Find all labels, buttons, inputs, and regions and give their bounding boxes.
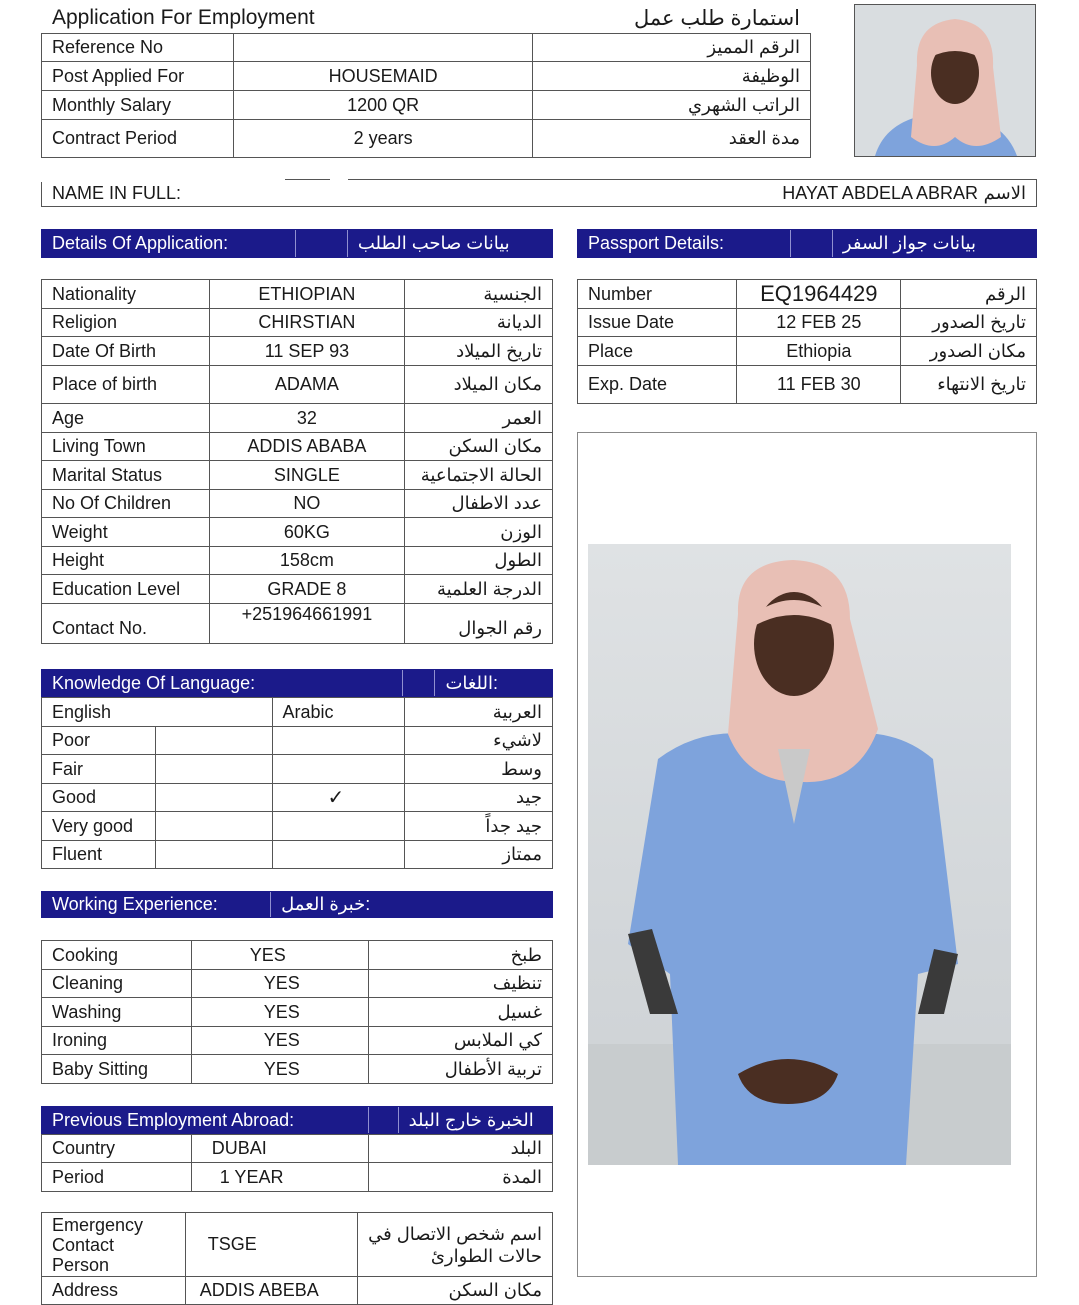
issue-place-value: Ethiopia [737,337,901,366]
children-label: No Of Children [42,490,210,518]
education-value: GRADE 8 [209,575,404,604]
washing-label: Washing [42,998,192,1027]
baby-sitting-value: YES [191,1055,369,1084]
english-fair-mark [155,755,272,784]
height-value: 158cm [209,547,404,575]
name-label-ar: الاسم [983,183,1026,203]
issue-date-label: Issue Date [578,309,737,337]
exp-date-label: Exp. Date [578,366,737,404]
contract-label: Contract Period [42,120,234,158]
living-town-label-ar: مكان السكن [405,433,553,461]
emergency-label-ar-line-2: حالات الطوارئ [430,1245,542,1266]
education-label-ar: الدرجة العلمية [405,575,553,604]
emergency-contact-label-ar [358,1213,553,1277]
age-label: Age [42,404,210,433]
nationality-label: Nationality [42,280,210,309]
emergency-label-line-1: Emergency [52,1214,144,1235]
cooking-value: YES [191,941,369,970]
contact-value: +251964661991 [209,604,404,644]
reference-value [233,34,533,62]
language-table [41,697,553,869]
exp-date-label-ar: تاريخ الانتهاء [901,366,1037,404]
salary-label: Monthly Salary [42,91,234,120]
washing-label-ar: غسيل [369,998,553,1027]
cooking-label-ar: طبخ [369,941,553,970]
portrait-photo-small [854,4,1036,157]
pob-label: Place of birth [42,366,210,404]
marital-label: Marital Status [42,461,210,490]
level-fluent: Fluent [42,841,156,869]
issue-place-label: Place [578,337,737,366]
name-value: HAYAT ABDELA ABRAR [782,183,978,203]
level-poor: Poor [42,727,156,755]
age-label-ar: العمر [405,404,553,433]
ironing-label-ar: كي الملابس [369,1027,553,1055]
period-value: 1 YEAR [191,1163,369,1192]
arabic-good-check-icon: ✓ [272,784,405,812]
passport-number-value: EQ1964429 [737,280,901,309]
baby-sitting-label: Baby Sitting [42,1055,192,1084]
level-very-good-ar: جيد جداً [405,812,553,841]
children-label-ar: عدد الاطفال [405,490,553,518]
washing-value: YES [191,998,369,1027]
passport-title-ar: بيانات جواز السفر [842,233,976,253]
dob-label: Date Of Birth [42,337,210,366]
living-town-value: ADDIS ABABA [209,433,404,461]
emergency-contact-value: TSGE [185,1213,357,1277]
emergency-contact-label [42,1213,186,1277]
contract-value: 2 years [233,120,533,158]
pob-value: ADAMA [209,366,404,404]
level-fluent-ar: ممتاز [405,841,553,869]
nationality-value: ETHIOPIAN [209,280,404,309]
level-fair: Fair [42,755,156,784]
religion-value: CHIRSTIAN [209,309,404,337]
english-good-mark [155,784,272,812]
emergency-table [41,1212,553,1305]
salary-value: 1200 QR [233,91,533,120]
ironing-label: Ironing [42,1027,192,1055]
previous-title: Previous Employment Abroad: [42,1107,369,1133]
emergency-label-ar-line-1: اسم شخص الاتصال في [368,1223,542,1244]
religion-label-ar: الديانة [405,309,553,337]
arabic-very-good-mark [272,812,405,841]
arabic-fluent-mark [272,841,405,869]
previous-section-header [41,1106,553,1134]
height-label: Height [42,547,210,575]
marital-label-ar: الحالة الاجتماعية [405,461,553,490]
passport-number-label-ar: الرقم [901,280,1037,309]
previous-title-ar: الخبرة خارج البلد [408,1109,534,1130]
country-label: Country [42,1135,192,1163]
salary-label-ar: الراتب الشهري [533,91,811,120]
experience-section-header [41,891,553,918]
arabic-fair-mark [272,755,405,784]
period-label-ar: المدة [369,1163,553,1192]
name-label: NAME IN FULL: [52,183,182,203]
ironing-value: YES [191,1027,369,1055]
issue-date-label-ar: تاريخ الصدور [901,309,1037,337]
children-value: NO [209,490,404,518]
living-town-label: Living Town [42,433,210,461]
education-label: Education Level [42,575,210,604]
cleaning-label-ar: تنظيف [369,970,553,998]
post-label: Post Applied For [42,62,234,91]
passport-number-label: Number [578,280,737,309]
level-poor-ar: لاشيء [405,727,553,755]
previous-table [41,1134,553,1192]
address-label-ar: مكان السكن [358,1277,553,1305]
age-value: 32 [209,404,404,433]
application-title: Details Of Application: [42,230,296,257]
language-title: Knowledge Of Language: [42,670,403,696]
passport-section-header [577,229,1037,258]
issue-place-label-ar: مكان الصدور [901,337,1037,366]
dob-label-ar: تاريخ الميلاد [405,337,553,366]
marital-value: SINGLE [209,461,404,490]
contact-label-ar: رقم الجوال [405,604,553,644]
experience-title-ar: :خبرة العمل [281,894,371,914]
contract-label-ar: مدة العقد [533,120,811,158]
emergency-label-line-3: Person [52,1254,110,1275]
english-very-good-mark [155,812,272,841]
form-title-ar: استمارة طلب عمل [634,7,800,30]
weight-label-ar: الوزن [405,518,553,547]
post-value: HOUSEMAID [233,62,533,91]
english-fluent-mark [155,841,272,869]
passport-title: Passport Details: [578,230,791,257]
level-good: Good [42,784,156,812]
issue-date-value: 12 FEB 25 [737,309,901,337]
level-fair-ar: وسط [405,755,553,784]
full-length-photo [588,544,1011,1165]
post-label-ar: الوظيفة [533,62,811,91]
weight-value: 60KG [209,518,404,547]
address-label: Address [42,1277,186,1305]
reference-label-ar: الرقم المميز [533,34,811,62]
passport-table [577,279,1037,404]
level-good-ar: جيد [405,784,553,812]
dob-value: 11 SEP 93 [209,337,404,366]
cleaning-value: YES [191,970,369,998]
weight-label: Weight [42,518,210,547]
nationality-label-ar: الجنسية [405,280,553,309]
english-poor-mark [155,727,272,755]
experience-table [41,940,553,1084]
person-portrait-icon [855,5,1035,156]
country-value: DUBAI [191,1135,369,1163]
application-table [41,279,553,644]
arabic-poor-mark [272,727,405,755]
application-section-header [41,229,553,258]
height-label-ar: الطول [405,547,553,575]
period-label: Period [42,1163,192,1192]
experience-title: Working Experience: [42,892,271,917]
level-very-good: Very good [42,812,156,841]
cleaning-label: Cleaning [42,970,192,998]
emergency-label-line-2: Contact [52,1234,115,1255]
language-section-header [41,669,553,697]
arabic-column-header-ar: العربية [405,698,553,727]
arabic-column-header: Arabic [272,698,405,727]
form-title-en: Application For Employment [52,6,315,29]
reference-label: Reference No [42,34,234,62]
country-label-ar: البلد [369,1135,553,1163]
address-value: ADDIS ABEBA [185,1277,357,1305]
application-title-ar: بيانات صاحب الطلب [357,233,510,253]
exp-date-value: 11 FEB 30 [737,366,901,404]
baby-sitting-label-ar: تربية الأطفال [369,1055,553,1084]
pob-label-ar: مكان الميلاد [405,366,553,404]
english-column-header: English [42,698,273,727]
religion-label: Religion [42,309,210,337]
name-row [41,179,1037,207]
contact-label: Contact No. [42,604,210,644]
person-full-length-icon [588,544,1011,1165]
header-table [41,33,811,158]
language-title-ar: :اللغات [445,672,498,693]
cooking-label: Cooking [42,941,192,970]
